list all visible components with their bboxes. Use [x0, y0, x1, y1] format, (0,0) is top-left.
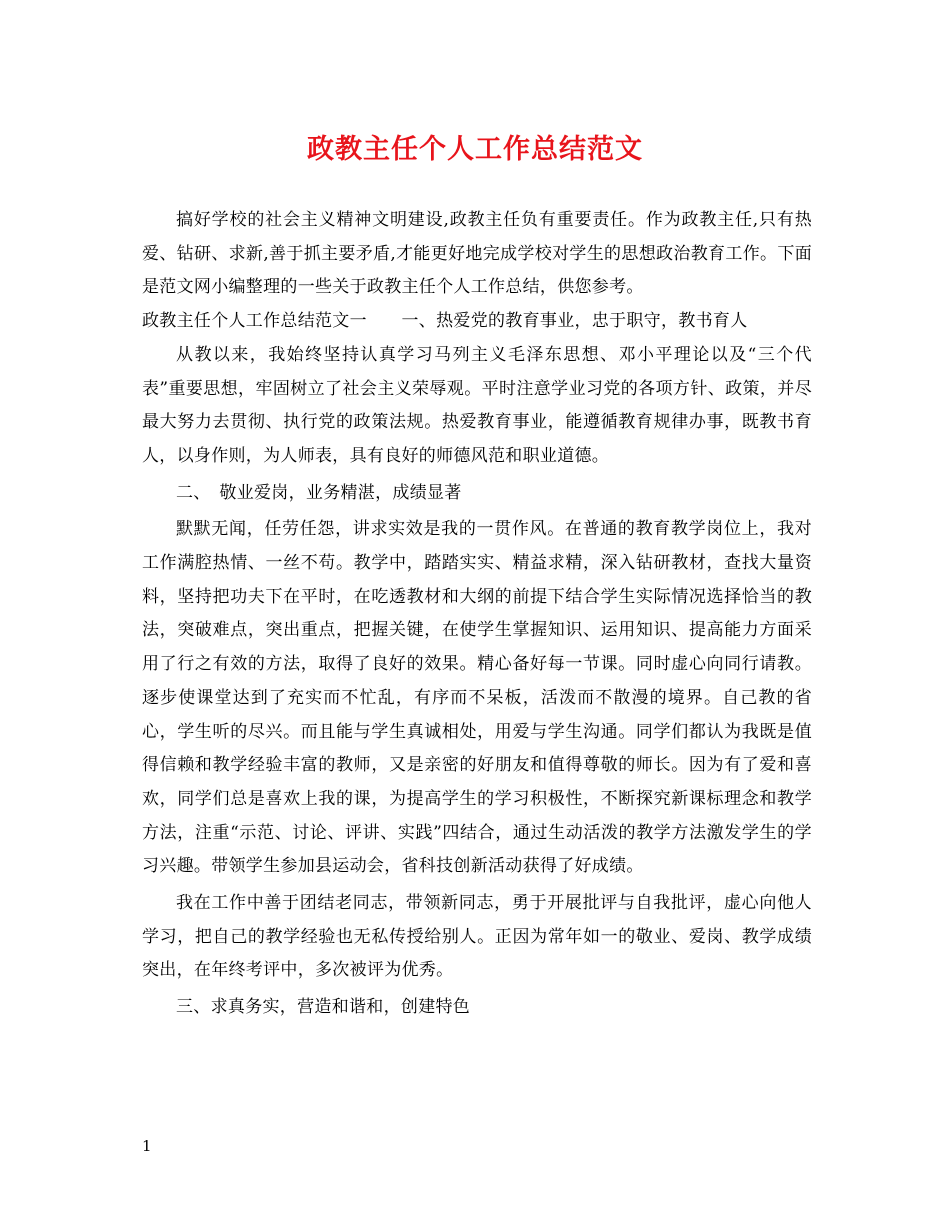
document-body: [142, 204, 812, 1025]
intro-paragraph: 搞好学校的社会主义精神文明建设,政教主任负有重要责任。作为政教主任,只有热爱、钻研、求新,善于抓主要矛盾,才能更好地完成学校对学生的思想政治教育工作。下面是范文网小编整理的一些关于政教主任个人工作总结，供您参考。: [142, 210, 812, 298]
page-number: 1: [142, 1137, 152, 1155]
section-heading-2: 二、 敬业爱岗，业务精湛，成绩显著: [176, 482, 462, 503]
body-paragraph: 默默无闻，任劳任怨，讲求实效是我的一贯作风。在普通的教育教学岗位上，我对工作满腔热情、一丝不苟。教学中，踏踏实实、精益求精，深入钻研教材，查找大量资料，坚持把功夫下在平时，在吃透教材和大纲的前提下结合学生实际情况选择恰当的教法，突破难点，突出重点，把握关键，在使学生掌握知识、运用知识、提高能力方面采用了行之有效的方法，取得了良好的效果。精心备好每一节课。同时虚心向同行请教。逐步使课堂达到了充实而不忙乱，有序而不呆板，活泼而不散漫的境界。自己教的省心，学生听的尽兴。而且能与学生真诚相处，用爱与学生沟通。同学们都认为我既是值得信赖和教学经验丰富的教师，又是亲密的好朋友和值得尊敬的师长。因为有了爱和喜欢，同学们总是喜欢上我的课，为提高学生的学习积极性，不断探究新课标理念和教学方法，注重“示范、讨论、评讲、实践”四结合，通过生动活泼的教学方法激发学生的学习兴趣。带领学生参加县运动会，省科技创新活动获得了好成绩。: [142, 519, 812, 877]
body-paragraph: 我在工作中善于团结老同志，带领新同志，勇于开展批评与自我批评，虚心向他人学习，把自己的教学经验也无私传授给别人。正因为常年如一的敬业、爱岗、教学成绩突出，在年终考评中，多次被评为优秀。: [142, 893, 812, 981]
section-heading-3: 三、求真务实，营造和谐和，创建特色: [176, 997, 471, 1018]
body-paragraph: 从教以来，我始终坚持认真学习马列主义毛泽东思想、邓小平理论以及“三个代表”重要思想，牢固树立了社会主义荣辱观。平时注意学业习党的各项方针、政策，并尽最大努力去贯彻、执行党的政策法规。热爱教育事业，能遵循教育规律办事，既教书育人，以身作则，为人师表，具有良好的师德风范和职业道德。: [142, 344, 812, 466]
page-title: 政教主任个人工作总结范文: [307, 134, 643, 165]
section-heading-1: 政教主任个人工作总结范文一 一、热爱党的教育事业，忠于职守，教书育人: [142, 311, 748, 332]
